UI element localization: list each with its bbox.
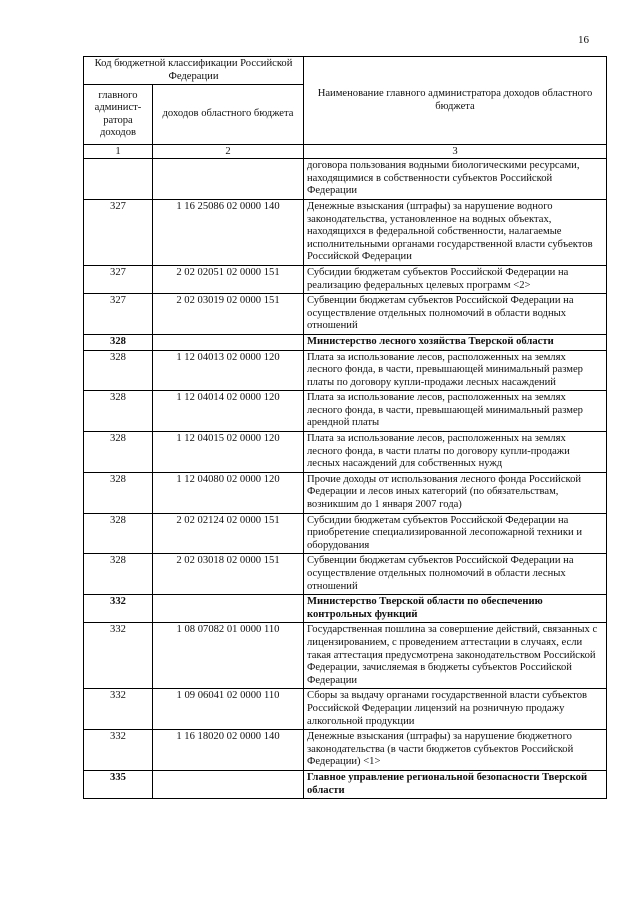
cell-name: Государственная пошлина за совершение действий, связанных с лицензированием, с проведением аттестации в случаях, если такая аттестация предусмотрена законодательством Российской Федерации, зачисляемая в бюджеты субъектов Российской Федерации [304,623,607,689]
cell-name: Министерство лесного хозяйства Тверской области [304,334,607,350]
table-row [84,199,607,265]
cell-admin-code: 328 [84,554,153,595]
cell-name: Министерство Тверской области по обеспечению контрольных функций [304,595,607,623]
cell-revenue-code: 1 12 04014 02 0000 120 [153,391,304,432]
cell-name: Субвенции бюджетам субъектов Российской Федерации на осуществление отдельных полномочий в области водных отношений [304,294,607,335]
cell-name: Субсидии бюджетам субъектов Российской Федерации на приобретение специализированной лесопожарной техники и оборудования [304,513,607,554]
cell-revenue-code: 2 02 03019 02 0000 151 [153,294,304,335]
table-row [84,294,607,335]
cell-admin-code: 332 [84,623,153,689]
cell-admin-code: 332 [84,689,153,730]
header-col-code: доходов областного бюджета [153,85,304,145]
cell-admin-code: 328 [84,391,153,432]
column-number: 2 [153,145,304,159]
cell-revenue-code [153,595,304,623]
cell-admin-code: 327 [84,265,153,293]
cell-revenue-code: 1 12 04013 02 0000 120 [153,350,304,391]
cell-revenue-code: 1 12 04080 02 0000 120 [153,472,304,513]
column-number-row [84,145,607,159]
table-row-administrator [84,770,607,798]
cell-admin-code: 328 [84,513,153,554]
cell-name: Денежные взыскания (штрафы) за нарушение бюджетного законодательства (в части бюджетов субъектов Российской Федерации) <1> [304,730,607,771]
table-row [84,472,607,513]
cell-admin-code: 328 [84,334,153,350]
cell-name: Денежные взыскания (штрафы) за нарушение водного законодательства, установленное на водных объектах, находящихся в федеральной собственности, налагаемые исполнительными органами государственной власти субъектов Российской Федерации [304,199,607,265]
table-row [84,689,607,730]
table-row [84,159,607,200]
cell-revenue-code: 2 02 02051 02 0000 151 [153,265,304,293]
table-row [84,391,607,432]
cell-admin-code [84,159,153,200]
cell-name: Плата за использование лесов, расположенных на землях лесного фонда, в части, превышающей минимальный размер платы по договору купли-продажи лесных насаждений [304,350,607,391]
cell-admin-code: 332 [84,730,153,771]
cell-revenue-code: 1 09 06041 02 0000 110 [153,689,304,730]
cell-name: Плата за использование лесов, расположенных на землях лесного фонда, в части, превышающей минимальный размер арендной платы [304,391,607,432]
cell-revenue-code [153,159,304,200]
table-row [84,730,607,771]
table-row [84,623,607,689]
cell-admin-code: 328 [84,432,153,473]
header-col-admin: главного админист-ратора доходов [84,85,153,145]
cell-revenue-code [153,770,304,798]
cell-name: Плата за использование лесов, расположенных на землях лесного фонда, в части платы по договору купли-продажи лесных насаждений для собственных нужд [304,432,607,473]
cell-revenue-code: 1 16 25086 02 0000 140 [153,199,304,265]
header-col-name: Наименование главного администратора доходов областного бюджета [304,57,607,145]
cell-admin-code: 332 [84,595,153,623]
cell-revenue-code [153,334,304,350]
cell-admin-code: 327 [84,199,153,265]
cell-revenue-code: 1 12 04015 02 0000 120 [153,432,304,473]
table-row [84,554,607,595]
table-row-administrator [84,334,607,350]
cell-revenue-code: 2 02 03018 02 0000 151 [153,554,304,595]
column-number: 1 [84,145,153,159]
header-group-classification: Код бюджетной классификации Российской Федерации [84,57,304,85]
cell-name: Субсидии бюджетам субъектов Российской Федерации на реализацию федеральных целевых программ <2> [304,265,607,293]
cell-admin-code: 328 [84,350,153,391]
cell-admin-code: 335 [84,770,153,798]
cell-name: Субвенции бюджетам субъектов Российской Федерации на осуществление отдельных полномочий в области лесных отношений [304,554,607,595]
cell-name: Прочие доходы от использования лесного фонда Российской Федерации и лесов иных категорий (по обязательствам, возникшим до 1 января 2007 года) [304,472,607,513]
budget-classification-table [83,56,607,799]
table-row [84,350,607,391]
cell-revenue-code: 1 16 18020 02 0000 140 [153,730,304,771]
table-row [84,513,607,554]
cell-name: Сборы за выдачу органами государственной власти субъектов Российской Федерации лицензий на розничную продажу алкогольной продукции [304,689,607,730]
cell-admin-code: 328 [84,472,153,513]
table-row-administrator [84,595,607,623]
cell-name: договора пользования водными биологическими ресурсами, находящимися в собственности субъектов Российской Федерации [304,159,607,200]
column-number: 3 [304,145,607,159]
cell-revenue-code: 1 08 07082 01 0000 110 [153,623,304,689]
cell-admin-code: 327 [84,294,153,335]
cell-revenue-code: 2 02 02124 02 0000 151 [153,513,304,554]
table-row [84,265,607,293]
cell-name: Главное управление региональной безопасности Тверской области [304,770,607,798]
table-row [84,432,607,473]
page-number: 16 [578,34,589,46]
